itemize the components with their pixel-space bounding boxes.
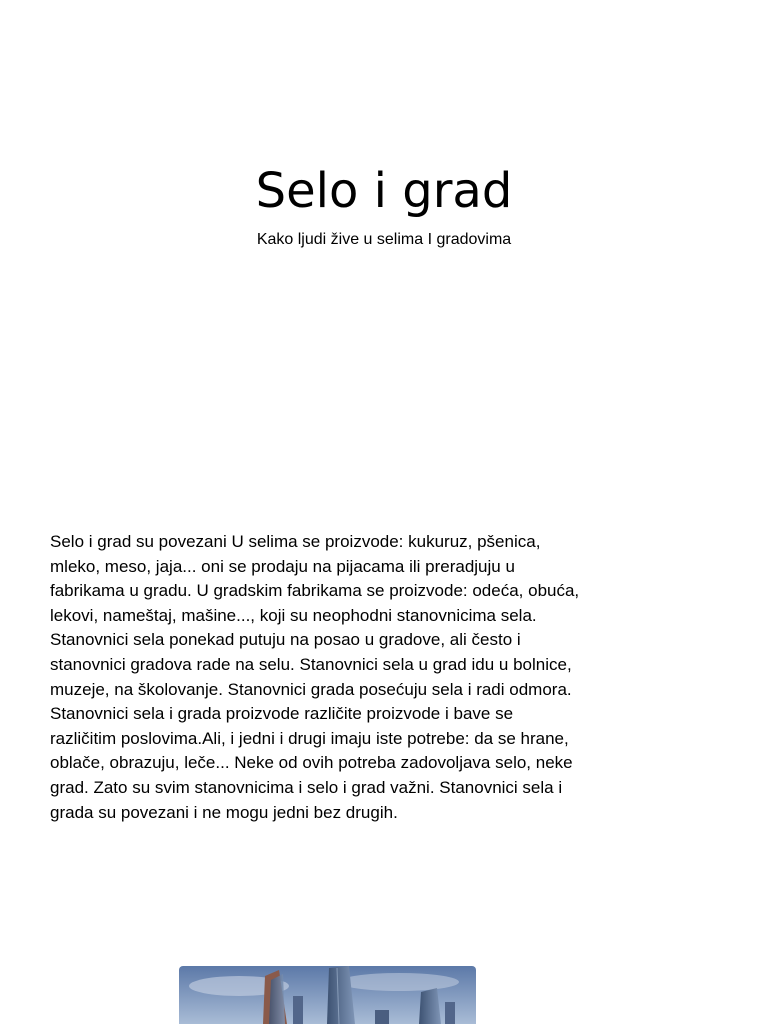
tower-left-glass xyxy=(269,974,285,1024)
tower-low xyxy=(375,1010,389,1024)
city-skyline-image xyxy=(179,966,476,1024)
page-title: Selo i grad xyxy=(255,163,513,219)
page-subtitle: Kako ljudi žive u selima I gradovima xyxy=(256,231,512,248)
tower-far-right xyxy=(445,1002,455,1024)
body-paragraph: Selo i grad su povezani U selima se proizvode: kukuruz, pšenica, mleko, meso, jaja... oni se prodaju na pijacama ili preradjuju u fabrikama u gradu. U gradskim fabrikama se proizvode: odeća, obuća, lekovi, nameštaj, mašine..., koji su neophodni stanovnicima sela. Stanovnici sela ponekad putuju na posao u gradove, ali često i stanovnici gradova rade na selu. Stanovnici sela u grad idu u bolnice, muzeje, na školovanje. Stanovnici grada posećuju sela i radi odmora. Stanovnici sela i grada proizvode različite proizvode i bave se različitim poslovima.Ali, i jedni i drugi imaju iste potrebe: da se hrane, oblače, obrazuju, leče... Neke od ovih potreba zadovoljava selo, neke grad. Zato su svim stanovnicima i selo i grad važni. Stanovnici sela i grada su povezani i ne mogu jedni bez drugih. xyxy=(50,532,580,822)
cloud xyxy=(339,973,459,991)
tower-small xyxy=(293,996,303,1024)
